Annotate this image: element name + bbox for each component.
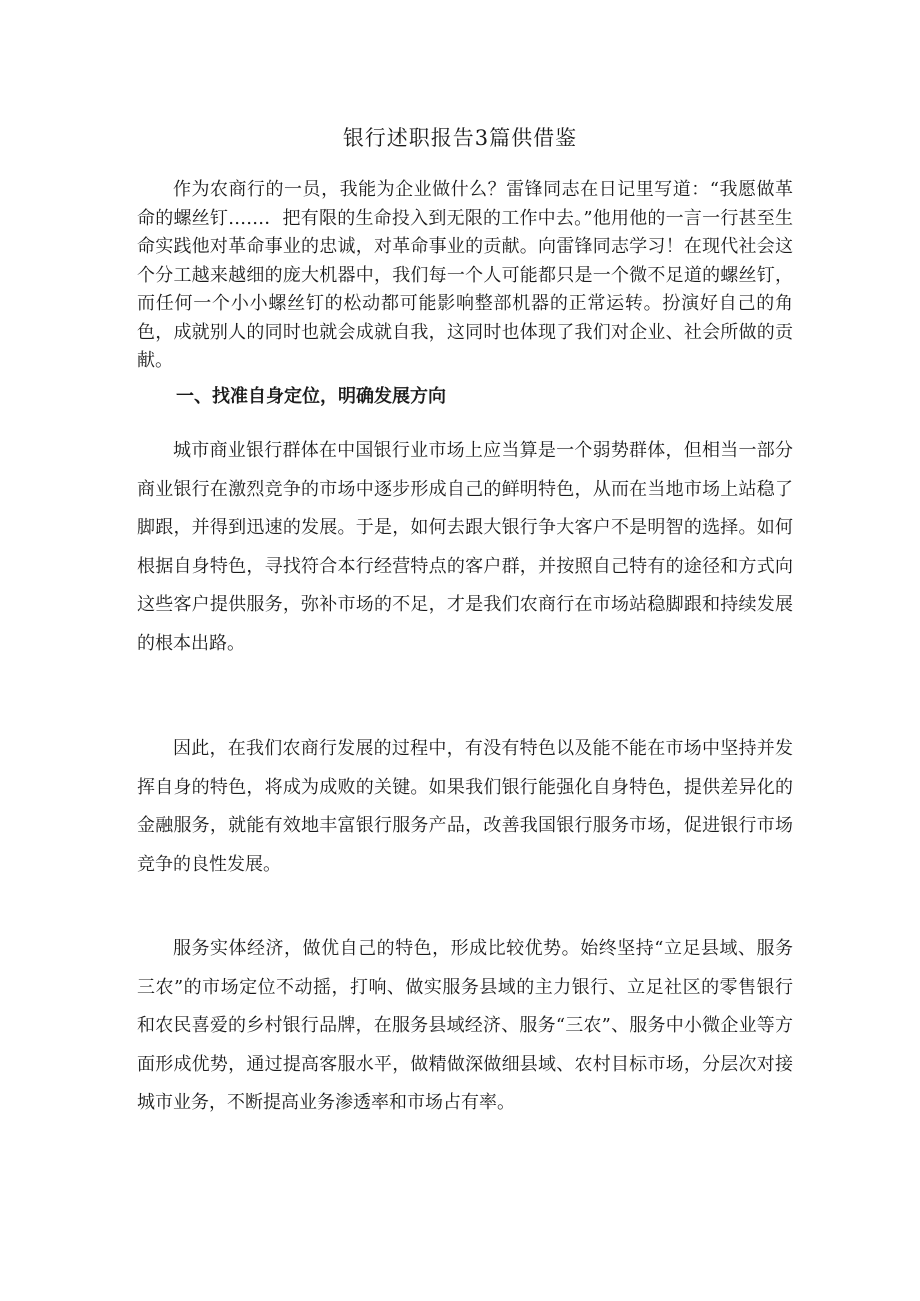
body-paragraph: 因此，在我们农商行发展的过程中，有没有特色以及能不能在市场中坚持并发挥自身的特色，将成为成败的关键。如果我们银行能强化自身特色，提供差异化的金融服务，就能有效地丰富银行服务产品，改善我国银行服务市场，促进银行市场竞争的良性发展。 <box>137 738 793 875</box>
intro-paragraph: 作为农商行的一员，我能为企业做什么？雷锋同志在日记里写道：“我愿做革命的螺丝钉……．把有限的生命投入到无限的工作中去。”他用他的一言一行甚至生命实践他对革命事业的忠诚，对革命事业的贡献。向雷锋同志学习！在现代社会这个分工越来越细的庞大机器中，我们每一个人可能都只是一个微不足道的螺丝钉，而任何一个小小螺丝钉的松动都可能影响整部机器的正常运转。扮演好自己的角色，成就别人的同时也就会成就自我，这同时也体现了我们对企业、社会所做的贡献。 <box>137 179 793 371</box>
section-heading: 一、找准自身定位，明确发展方向 <box>176 386 446 407</box>
body-paragraph: 服务实体经济，做优自己的特色，形成比较优势。始终坚持“立足县域、服务三农”的市场定位不动摇，打响、做实服务县域的主力银行、立足社区的零售银行和农民喜爱的乡村银行品牌，在服务县域经济、服务“三农”、服务中小微企业等方面形成优势，通过提高客服水平，做精做深做细县域、农村目标市场，分层次对接城市业务，不断提高业务渗透率和市场占有率。 <box>137 938 793 1113</box>
body-paragraph: 城市商业银行群体在中国银行业市场上应当算是一个弱势群体，但相当一部分商业银行在激烈竞争的市场中逐步形成自己的鲜明特色，从而在当地市场上站稳了脚跟，并得到迅速的发展。于是，如何去跟大银行争大客户不是明智的选择。如何根据自身特色，寻找符合本行经营特点的客户群，并按照自己特有的途径和方式向这些客户提供服务，弥补市场的不足，才是我们农商行在市场站稳脚跟和持续发展的根本出路。 <box>137 440 793 654</box>
document-title: 银行述职报告3篇供借鉴 <box>342 126 578 150</box>
